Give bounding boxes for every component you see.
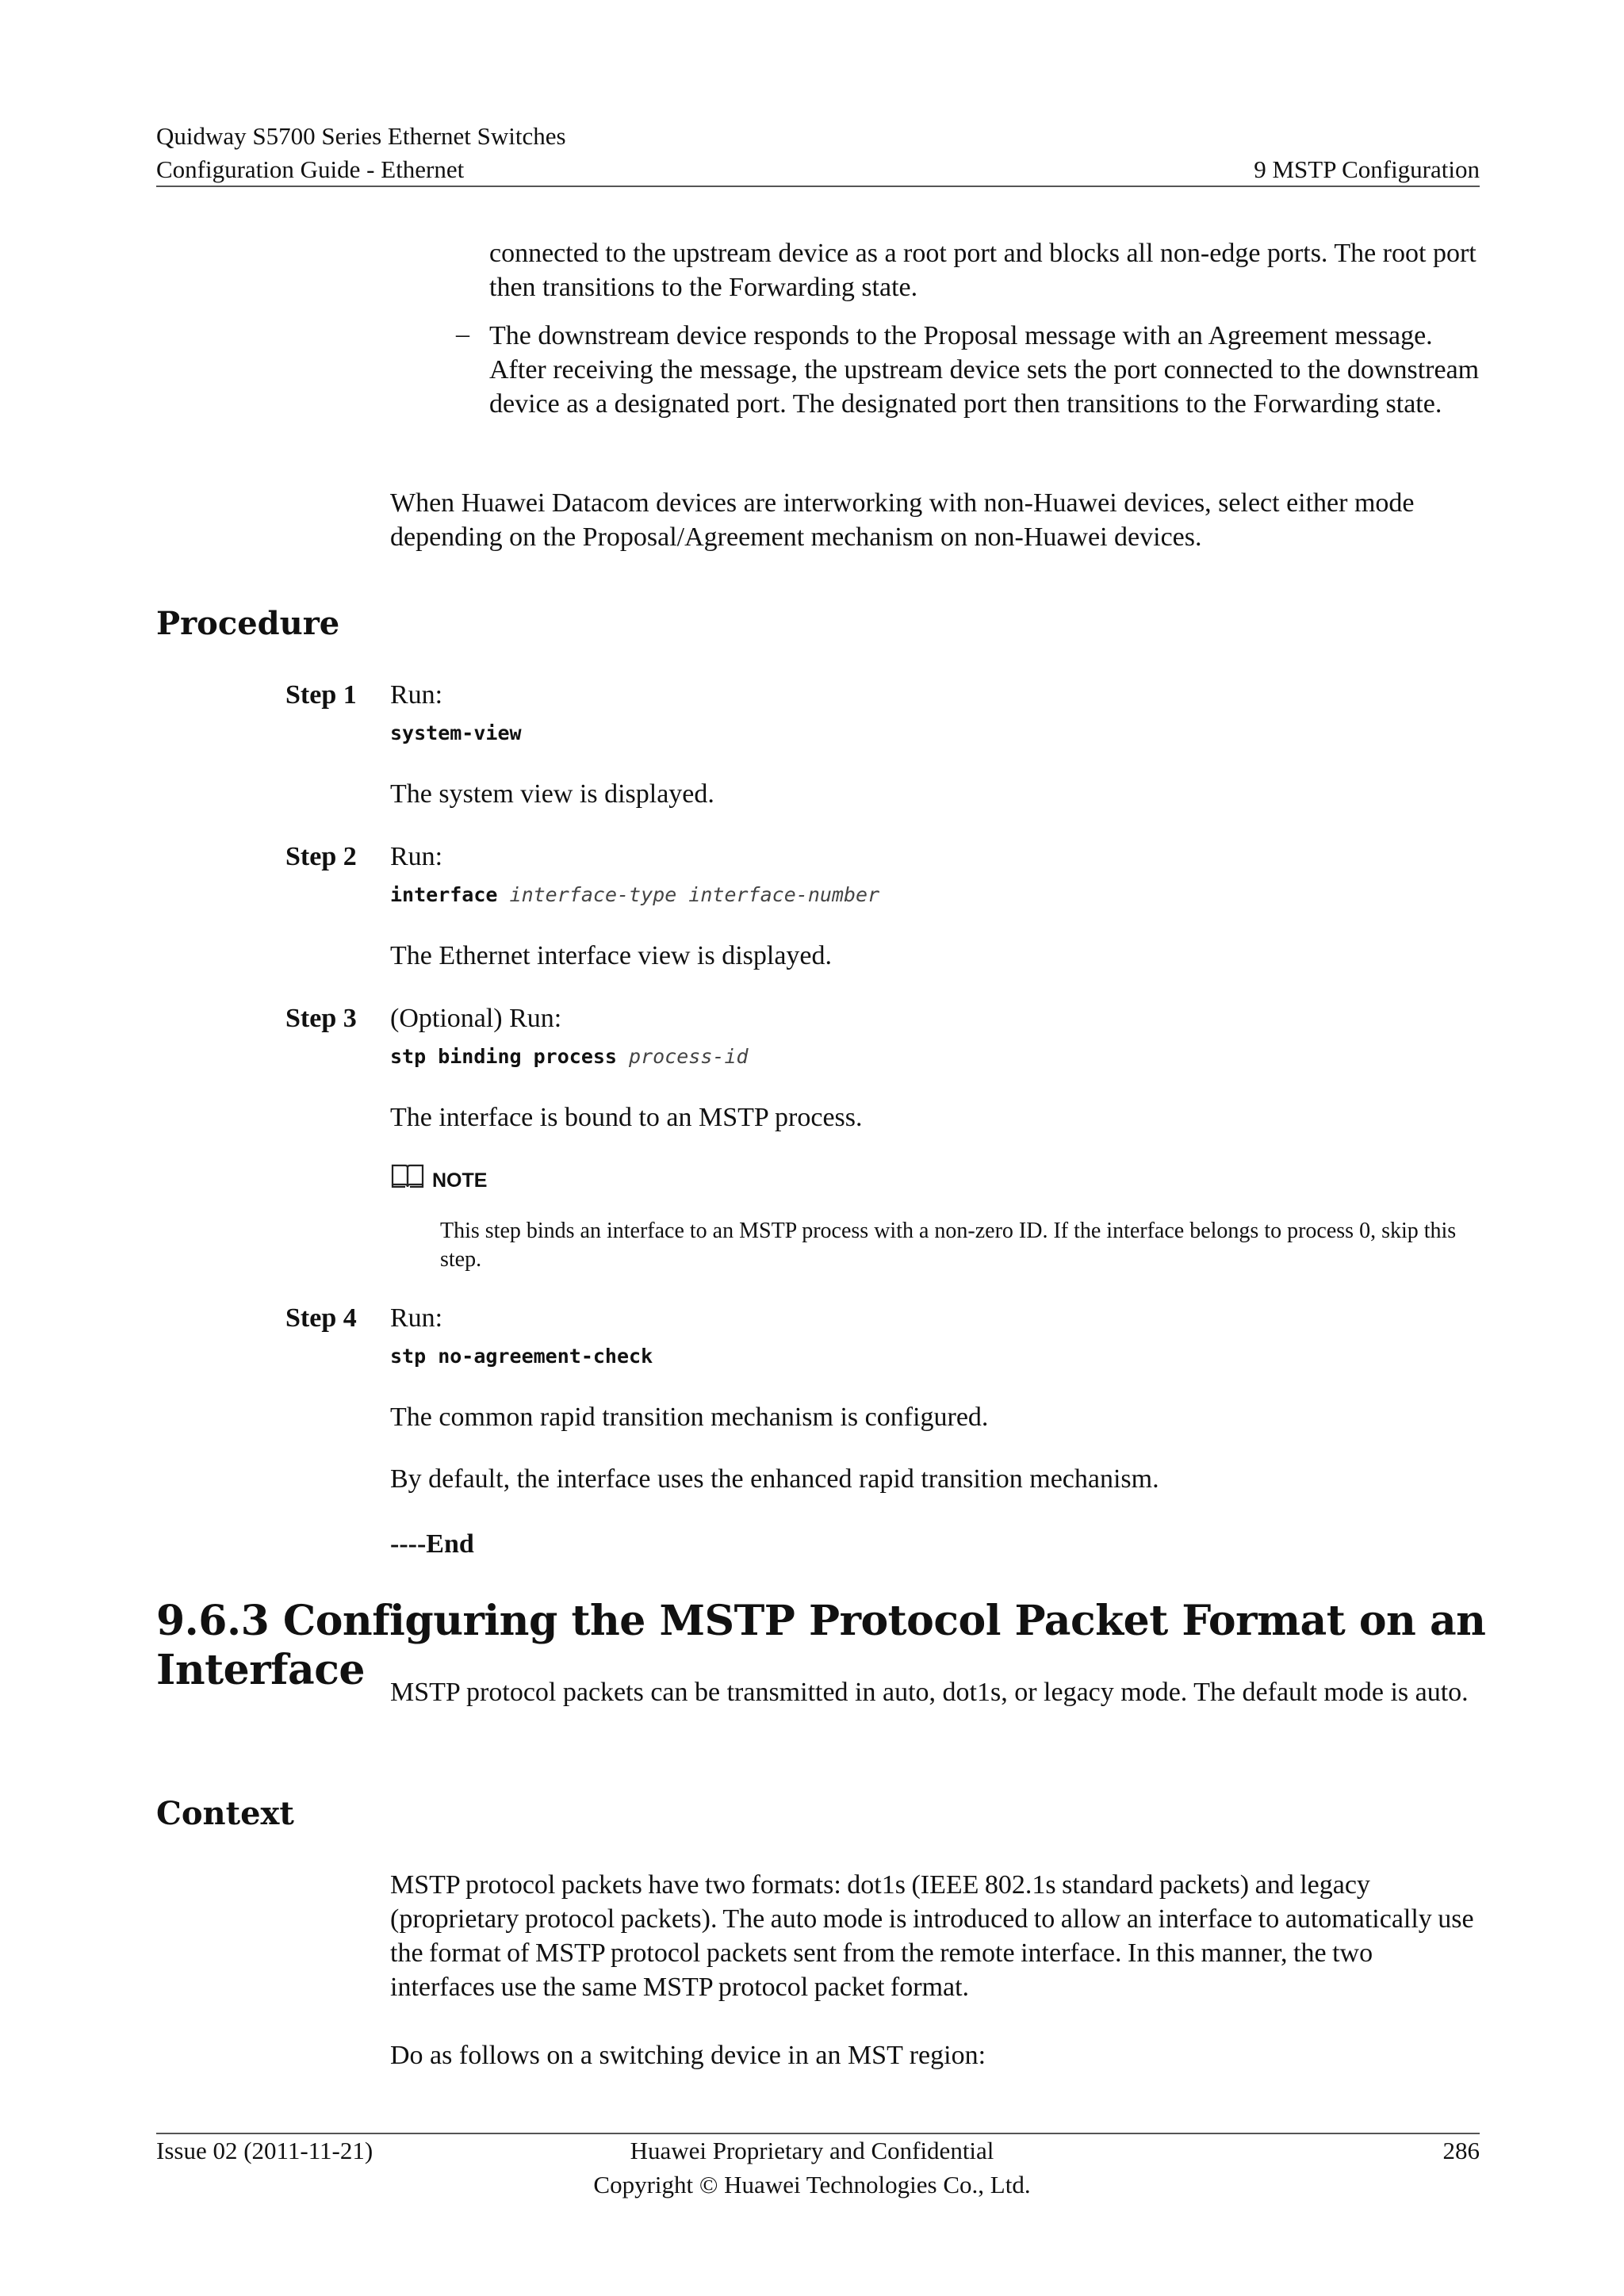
procedure-heading: Procedure bbox=[156, 605, 340, 642]
step-1-label: Step 1 bbox=[285, 680, 357, 710]
step-1-run: Run: bbox=[390, 680, 443, 710]
step-4-label: Step 4 bbox=[285, 1303, 357, 1333]
step-3-result: The interface is bound to an MSTP process. bbox=[390, 1103, 863, 1132]
procedure-end: ----End bbox=[390, 1529, 474, 1559]
note-text: This step binds an interface to an MSTP process with a non-zero ID. If the interface belongs to process 0, skip this step. bbox=[440, 1219, 1457, 1272]
step-4-command bbox=[390, 1343, 653, 1370]
note-label: NOTE bbox=[432, 1169, 488, 1192]
header-product: Quidway S5700 Series Ethernet Switches bbox=[156, 122, 566, 150]
command-keyword: stp binding process bbox=[390, 1045, 617, 1068]
footer-issue: Issue 02 (2011-11-21) bbox=[156, 2137, 373, 2164]
footer-copyright: Copyright © Huawei Technologies Co., Ltd. bbox=[593, 2171, 1031, 2198]
step-4-result: The common rapid transition mechanism is configured. bbox=[390, 1402, 989, 1432]
section-summary: MSTP protocol packets can be transmitted in auto, dot1s, or legacy mode. The default mode is auto. bbox=[390, 1678, 1469, 1707]
step-4-default: By default, the interface uses the enhanced rapid transition mechanism. bbox=[390, 1464, 1159, 1494]
context-heading: Context bbox=[156, 1795, 294, 1832]
step-3-command bbox=[390, 1043, 749, 1070]
command-arguments: process-id bbox=[629, 1045, 749, 1068]
footer-rule bbox=[156, 2133, 1480, 2134]
footer-confidential: Huawei Proprietary and Confidential bbox=[630, 2137, 994, 2164]
step-2-label: Step 2 bbox=[285, 842, 357, 871]
command-keyword: system-view bbox=[390, 721, 522, 744]
continued-text: connected to the upstream device as a root port and blocks all non-edge ports. The root port then transitions to the Forwarding state. bbox=[489, 239, 1477, 302]
context-instruction: Do as follows on a switching device in an MST region: bbox=[390, 2041, 986, 2070]
step-2-result: The Ethernet interface view is displayed. bbox=[390, 941, 832, 970]
step-3-run: (Optional) Run: bbox=[390, 1004, 562, 1033]
section-title: 9.6.3 Configuring the MSTP Protocol Packet Format on an Interface bbox=[156, 1597, 1486, 1694]
step-2-command bbox=[390, 882, 879, 909]
command-arguments: interface-type interface-number bbox=[509, 883, 880, 906]
step-3-label: Step 3 bbox=[285, 1004, 357, 1033]
dash-item: The downstream device responds to the Proposal message with an Agreement message. After receiving the message, the upstream device sets the port connected to the downstream device as a designated port. The designated port then transitions to the Forwarding state. bbox=[489, 321, 1480, 419]
note-book-icon bbox=[390, 1162, 425, 1189]
header-chapter: 9 MSTP Configuration bbox=[1254, 155, 1480, 183]
header-rule bbox=[156, 186, 1480, 187]
page-number: 286 bbox=[1442, 2137, 1480, 2164]
step-1-command bbox=[390, 720, 522, 747]
header-guide: Configuration Guide - Ethernet bbox=[156, 155, 465, 183]
command-keyword: stp no-agreement-check bbox=[390, 1345, 653, 1368]
dash-marker: – bbox=[456, 320, 469, 349]
command-keyword: interface bbox=[390, 883, 498, 906]
step-4-run: Run: bbox=[390, 1303, 443, 1333]
interworking-paragraph: When Huawei Datacom devices are interworking with non-Huawei devices, select either mode depending on the Proposal/Agreement mechanism on non-Huawei devices. bbox=[390, 488, 1415, 552]
step-2-run: Run: bbox=[390, 842, 443, 871]
step-1-result: The system view is displayed. bbox=[390, 779, 714, 809]
context-paragraph: MSTP protocol packets have two formats: dot1s (IEEE 802.1s standard packets) and legacy (proprietary protocol packets). The auto mode is introduced to allow an interface to automatically use the format of MSTP protocol packets sent from the remote interface. In this manner, the two interfaces use the same MSTP protocol packet format. bbox=[390, 1870, 1474, 2002]
